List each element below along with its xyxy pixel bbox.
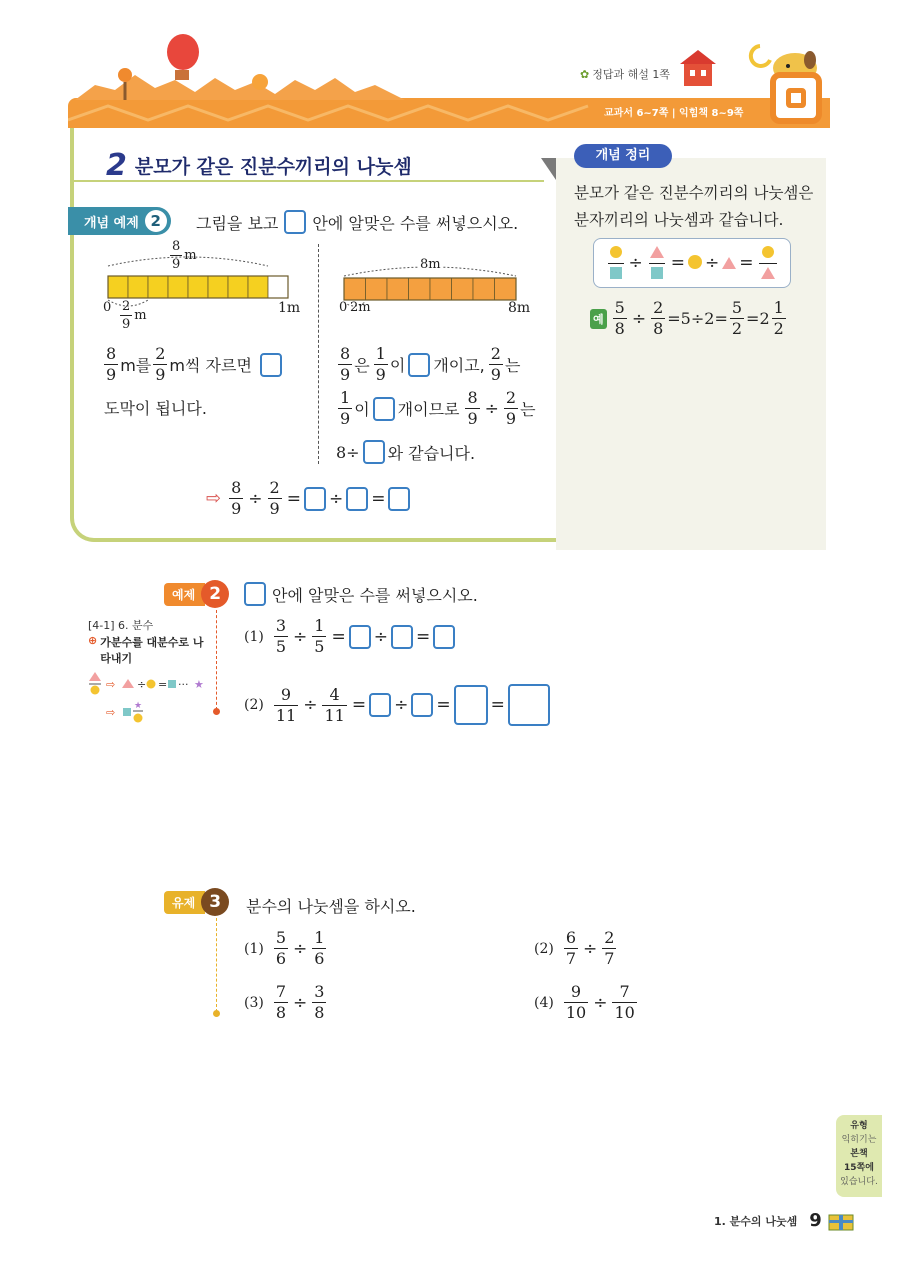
column-divider [318, 244, 319, 464]
bar-segment [148, 276, 168, 298]
bar-segment [188, 276, 208, 298]
circle-icon [688, 254, 702, 273]
example2-ref: [4-1] 6. 분수 [88, 619, 154, 632]
square-icon [649, 263, 665, 282]
right-zero: 0 [339, 300, 348, 315]
bar-segment [128, 276, 148, 298]
exercise3-instruction: 분수의 나눗셈을 하시오. [246, 897, 416, 916]
example2-guide-line [216, 610, 217, 710]
bar-segment [387, 278, 409, 300]
right-top-label: 8m [420, 257, 441, 272]
triangle-icon [759, 263, 777, 282]
concept-example-instruction: 그림을 보고 안에 알맞은 수를 써넣으시오. [196, 210, 518, 234]
right-text-line1: 8 9 은 1 9 이 개이고, 2 9 는 [340, 344, 521, 384]
example2-label: 예제 2 [164, 580, 229, 608]
gear-icon: ✿ [580, 67, 590, 81]
concept-example-tab: 개념 예제 2 [68, 207, 171, 235]
svg-text:⇨: ⇨ [106, 678, 116, 691]
ref-shape-formula [88, 672, 213, 727]
example2-item-2: (2) $\frac{9}{11}$ ÷ $\frac{4}{11}$ = ÷ = = [244, 684, 550, 726]
answer-box-icon [244, 582, 266, 606]
bar-segment [495, 278, 517, 300]
answer-box[interactable] [346, 487, 368, 511]
corner-ornament [770, 72, 822, 124]
square-icon [608, 263, 624, 282]
bar-segment [248, 276, 268, 298]
answer-box[interactable] [260, 353, 282, 377]
svg-text:···: ··· [178, 678, 189, 691]
answer-box[interactable] [408, 353, 430, 377]
answer-box[interactable] [454, 685, 488, 725]
textbook-ref: 교과서 6~7쪽 | 익힘책 8~9쪽 [604, 108, 744, 119]
svg-text:÷: ÷ [137, 678, 147, 691]
bar-segment [228, 276, 248, 298]
exercise3-label: 유제 3 [164, 888, 229, 916]
answer-box[interactable] [369, 693, 391, 717]
answer-box[interactable] [304, 487, 326, 511]
left-zero: 0 [103, 300, 112, 315]
answer-box[interactable] [411, 693, 433, 717]
page-number: 9 [809, 1210, 822, 1231]
exercise3-item-4: (4) $\frac{9}{10}$ ÷ $\frac{7}{10}$ [534, 982, 635, 1022]
answer-box[interactable] [388, 487, 410, 511]
answer-ref: ✿ 정답과 해설 1쪽 [580, 67, 670, 81]
bar-segment [452, 278, 474, 300]
section-title-text: 분모가 같은 진분수끼리의 나눗셈 [134, 156, 412, 178]
right-text-line3: 8÷ 와 같습니다. [336, 440, 475, 464]
example2-item-1: (1) $\frac{3}{5}$ ÷ $\frac{1}{5}$ = ÷ = [244, 618, 455, 655]
exercise3-guide-line [216, 918, 217, 1012]
example2-guide-dot [213, 708, 220, 715]
bar-segment [268, 276, 288, 298]
section-title [106, 148, 412, 183]
answer-box[interactable] [391, 625, 413, 649]
bar-segment [409, 278, 431, 300]
example2-ref-tip: ⊕ 가분수를 대분수로 나타내기 [88, 634, 204, 665]
left-bottom-label: 2 9 m [122, 299, 147, 332]
svg-text:★: ★ [134, 701, 143, 711]
bar-segment [430, 278, 452, 300]
answer-box[interactable] [373, 397, 395, 421]
example2-instruction: 안에 알맞은 수를 써넣으시오. [244, 582, 478, 606]
plus-icon: ⊕ [88, 634, 98, 647]
shape-formula-box: ÷ = ÷ = [593, 238, 791, 288]
concept-result-line: ⇨ $\frac{8}{9}$ ÷ $\frac{2}{9}$ = ÷ = [206, 480, 410, 517]
footer [714, 1210, 854, 1231]
left-text-line2: 도막이 됩니다. [104, 399, 207, 418]
bar-segment [473, 278, 495, 300]
rooftops-decoration [75, 30, 405, 100]
triangle-icon [648, 245, 666, 263]
exercise3-item-2: (2) $\frac{6}{7}$ ÷ $\frac{2}{7}$ [534, 928, 615, 968]
concept-summary-text: 분모가 같은 진분수끼리의 나눗셈은 분자끼리의 나눗셈과 같습니다. [574, 184, 814, 229]
right-end-label: 8m [508, 300, 531, 316]
concept-summary-tab: 개념 정리 [574, 144, 672, 168]
arrow-icon: ⇨ [206, 488, 222, 509]
bar-segment [108, 276, 128, 298]
footer-chapter: 1. 분수의 나눗셈 [714, 1214, 798, 1228]
section-number: 2 [106, 148, 127, 183]
svg-text:=: = [158, 678, 168, 691]
right-start-label: 2m [350, 300, 371, 315]
bar-segment [366, 278, 388, 300]
left-end-label: 1m [278, 300, 301, 316]
left-top-label: 8 9 m [172, 239, 197, 272]
answer-box[interactable] [433, 625, 455, 649]
exercise3-item-3: (3) $\frac{7}{8}$ ÷ $\frac{3}{8}$ [244, 982, 325, 1022]
bar-segment [344, 278, 366, 300]
svg-text:★: ★ [194, 678, 204, 691]
side-note: 유형 익히기는 본책 15쪽에 있습니다. [836, 1115, 882, 1197]
gift-box-icon [828, 1211, 854, 1231]
answer-box[interactable] [363, 440, 385, 464]
triangle-icon [722, 254, 736, 273]
exercise3-guide-dot [213, 1010, 220, 1017]
answer-box-icon [284, 210, 306, 234]
left-text-line1: 8 9 m를 2 9 m씩 자르면 [102, 346, 282, 383]
exercise3-item-1: (1) $\frac{5}{6}$ ÷ $\frac{1}{6}$ [244, 928, 325, 968]
concept-example-formula: 예 $\frac{5}{8}$ ÷ $\frac{2}{8}$ =5÷2= $\frac{5}{2}$ =2 1 2 [590, 300, 788, 337]
example-badge: 예 [590, 309, 607, 329]
circle-icon [608, 245, 624, 263]
circle-icon [760, 245, 776, 263]
right-text-line2: 1 9 이 개이므로 $\frac{8}{9}$ ÷ $\frac{2}{9}$ 는 [340, 388, 536, 428]
bar-segment [168, 276, 188, 298]
svg-text:⇨: ⇨ [106, 706, 116, 719]
bar-segment [208, 276, 228, 298]
house-icon [678, 46, 718, 88]
answer-box[interactable] [508, 684, 550, 726]
answer-box[interactable] [349, 625, 371, 649]
